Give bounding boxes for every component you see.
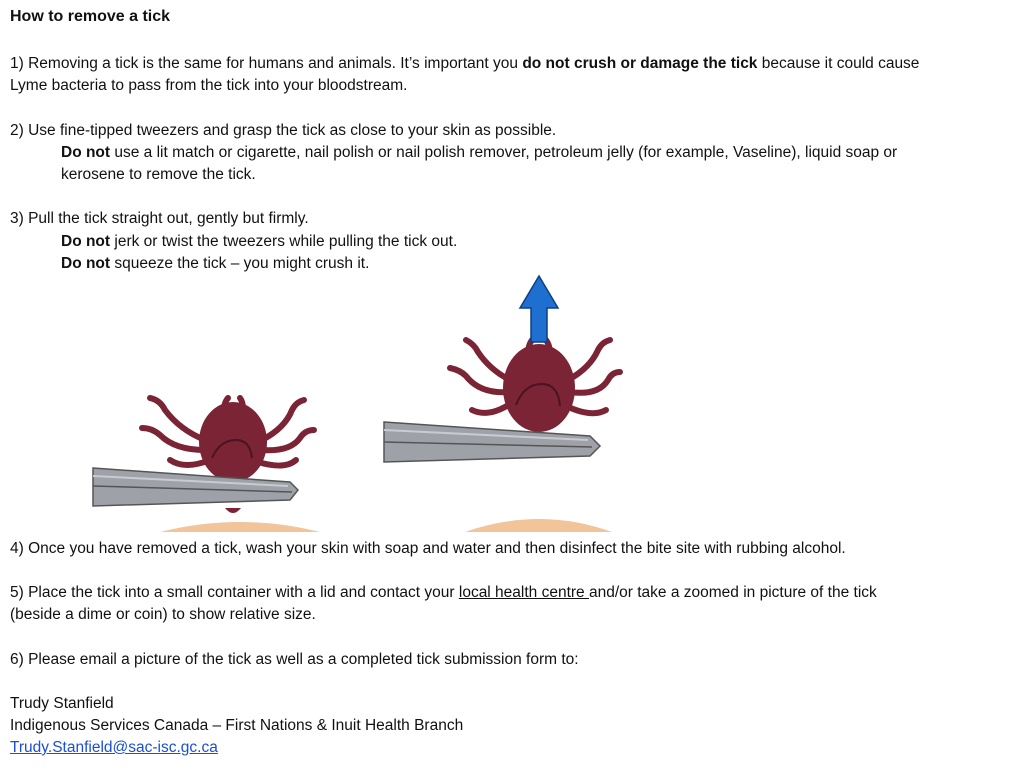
step-2-warning-line-2: kerosene to remove the tick. bbox=[61, 166, 256, 183]
tick-removal-illustration bbox=[0, 270, 1024, 532]
tweezers-illustration bbox=[93, 468, 298, 506]
email-link[interactable]: Trudy.Stanfield@sac-isc.gc.ca bbox=[10, 739, 218, 756]
step-1-emphasis: do not crush or damage the tick bbox=[522, 55, 758, 72]
step-1-text-end: because it could cause bbox=[757, 55, 920, 72]
step-1-line-2: Lyme bacteria to pass from the tick into your bloodstream. bbox=[10, 77, 408, 94]
contact-name: Trudy Stanfield bbox=[10, 695, 114, 712]
arrow-up-icon bbox=[520, 276, 558, 342]
tick-body bbox=[503, 344, 575, 432]
step-3-warning-1 bbox=[61, 231, 457, 253]
step-1-text: 1) Removing a tick is the same for humans and animals. It’s important you bbox=[10, 55, 523, 72]
warning-label: Do not bbox=[61, 255, 111, 272]
tweezers-illustration bbox=[384, 422, 600, 462]
warning-text: use a lit match or cigarette, nail polish or nail polish remover, petroleum jelly (for example, Vaseline), liquid soap or bbox=[110, 144, 898, 161]
step-2: 2) Use fine-tipped tweezers and grasp the tick as close to your skin as possible. bbox=[10, 122, 557, 139]
step-3: 3) Pull the tick straight out, gently but firmly. bbox=[10, 210, 309, 227]
warning-label: Do not bbox=[61, 233, 111, 250]
warning-text: jerk or twist the tweezers while pulling the tick out. bbox=[110, 233, 458, 250]
step-5-line-1 bbox=[10, 582, 877, 604]
step-5-line-2: (beside a dime or coin) to show relative size. bbox=[10, 606, 316, 623]
step-5-text-end: and/or take a zoomed in picture of the tick bbox=[588, 584, 877, 601]
contact-organization: Indigenous Services Canada – First Nations & Inuit Health Branch bbox=[10, 717, 464, 734]
contact-email-link[interactable] bbox=[10, 737, 218, 759]
step-2-warning bbox=[61, 142, 897, 164]
skin bbox=[160, 522, 320, 532]
step-4: 4) Once you have removed a tick, wash your skin with soap and water and then disinfect the bite site with rubbing alcohol. bbox=[10, 540, 846, 557]
tick-body bbox=[199, 402, 267, 482]
step-1-line-1 bbox=[10, 53, 919, 75]
tick-illustration-before bbox=[93, 398, 320, 532]
warning-label: Do not bbox=[61, 144, 111, 161]
step-6: 6) Please email a picture of the tick as well as a completed tick submission form to: bbox=[10, 651, 579, 668]
skin bbox=[465, 519, 612, 532]
page-title: How to remove a tick bbox=[10, 8, 171, 25]
tick-illustration-after bbox=[384, 276, 620, 532]
local-health-centre-link[interactable]: local health centre bbox=[458, 584, 589, 601]
warning-text: squeeze the tick – you might crush it. bbox=[110, 255, 370, 272]
step-5-text: 5) Place the tick into a small container with a lid and contact your bbox=[10, 584, 459, 601]
